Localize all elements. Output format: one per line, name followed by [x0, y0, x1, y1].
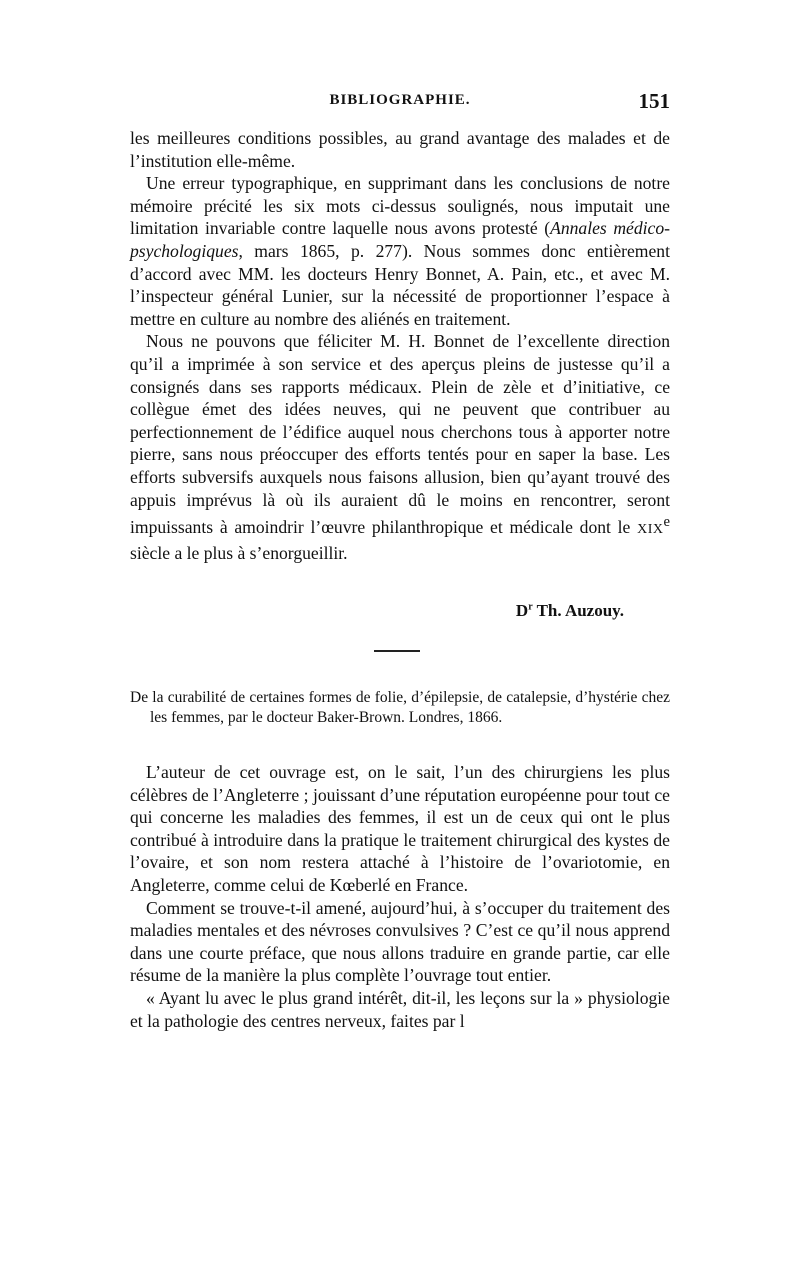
signature-prefix: D [515, 601, 529, 620]
page-number: 151 [638, 89, 670, 113]
paragraph-text: Nous ne pouvons que féliciter M. H. Bonnet de l’excellente direction qu’il a imprimée à son service et des aperçus pleins de justesse qu’il a consignés dans ses rapports médicaux. Plein de zèle et d’initiative, ce collègue émet des idées neuves, qui ne peuvent que contribuer au perfectionnement de l’édifice auquel nous cherchons tous à apporter notre pierre, sans nous préoccuper des efforts tentés pour en saper la base. Les efforts subversifs auxquels nous faisons allusion, bien qu’ayant trouvé des appuis imprévus là où ils auraient dû le moins en rencontrer, seront impuissants à amoindrir l’œuvre philanthropique et médicale dont le [130, 331, 670, 537]
running-header [130, 89, 670, 116]
paragraph: « Ayant lu avec le plus grand intérêt, dit-il, les leçons sur la » physiologie et la pathologie des centres nerveux, faites par l [130, 987, 670, 1031]
century-numeral: XIX [637, 521, 664, 537]
paragraph-text: siècle a le plus à s’enorgueillir. [130, 542, 348, 563]
header-title: BIBLIOGRAPHIE. [329, 92, 471, 108]
section-review-body [130, 761, 670, 1032]
century-superscript: e [663, 514, 670, 531]
paragraph-text: , mars 1865, p. 277). Nous sommes donc entièrement d’accord avec MM. les docteurs Henry Bonnet, A. Pain, etc., et avec M. l’inspecteur général Lunier, sur la nécessité de proportionner l’espace à mettre en culture au nombre des aliénés en traitement. [130, 240, 670, 329]
section-review-conclusion [130, 127, 670, 564]
paragraph [130, 330, 670, 564]
section-divider [374, 650, 420, 652]
paragraph [130, 172, 670, 330]
signature-prefix-sup: r [528, 601, 533, 613]
journal-title: Annales médico-psychologiques [130, 218, 670, 261]
signature-name: Th. Auzouy. [536, 601, 624, 620]
paragraph: Comment se trouve-t-il amené, aujourd’hui, à s’occuper du traitement des maladies mentales et des névroses convulsives ? C’est ce qu’il nous apprend dans une courte préface, que nous allons traduire en grande partie, car elle résume de la manière la plus complète l’ouvrage tout entier. [130, 897, 670, 986]
paragraph-text: Une erreur typographique, en supprimant dans les conclusions de notre mémoire précité les six mots ci-dessus soulignés, nous imputait une limitation invariable contre laquelle nous avons protesté ( [130, 173, 670, 239]
paragraph: les meilleures conditions possibles, au grand avantage des malades et de l’institution elle-même. [130, 128, 670, 171]
author-signature [130, 601, 624, 621]
bibliography-text: De la curabilité de certaines formes de folie, d’épilepsie, de catalepsie, d’hystérie chez les femmes, par le docteur Baker-Brown. Londres, 1866. [130, 689, 670, 726]
bibliography-entry [130, 688, 670, 728]
paragraph: L’auteur de cet ouvrage est, on le sait, l’un des chirurgiens les plus célèbres de l’Angleterre ; jouissant d’une réputation européenne pour tout ce qui concerne les maladies des femmes, il est un de ceux qui ont le plus contribué à introduire dans la pratique le traitement chirurgical des kystes de l’ovaire, et son nom restera attaché à l’histoire de l’ovariotomie, en Angleterre, comme celui de Kœberlé en France. [130, 762, 670, 895]
